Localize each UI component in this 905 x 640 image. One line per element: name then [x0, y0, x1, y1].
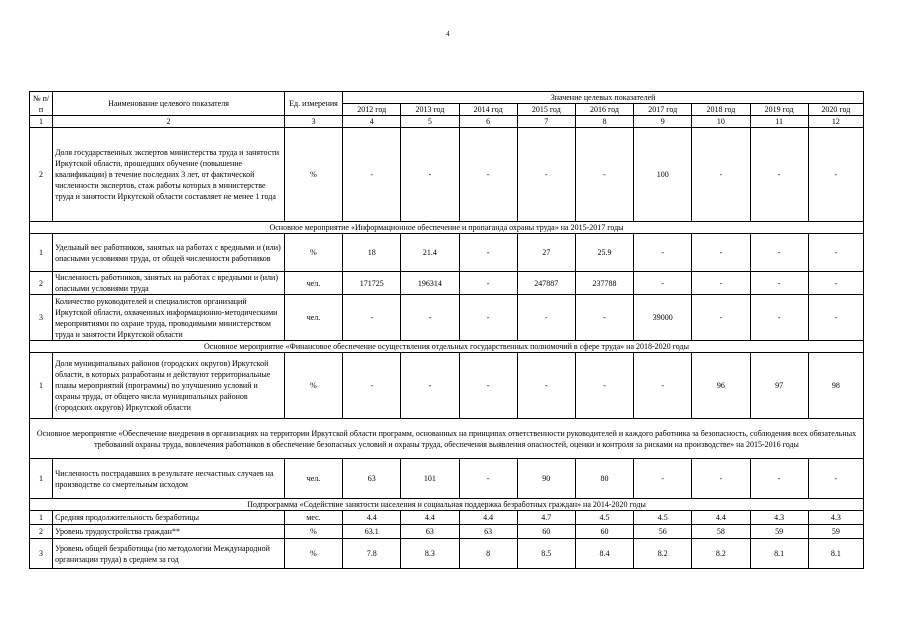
value-cell: 60 — [575, 525, 633, 539]
column-number: 9 — [634, 116, 692, 128]
value-cell: - — [634, 272, 692, 295]
row-number: 2 — [30, 272, 53, 295]
indicator-name: Доля государственных экспертов министерства труда и занятости Иркутской области, прошедших обучение (повышение квалификации) в течение последних 3 лет, от фактической численности экспертов, стаж работы которых в министерстве труда и занятости Иркутской области составляет не менее 1 года — [53, 128, 285, 222]
indicator-name: Удельный вес работников, занятых на работах с вредными и (или) опасными условиями труда, от общей численности работников — [53, 234, 285, 272]
column-number: 2 — [53, 116, 285, 128]
indicator-name: Количество руководителей и специалистов организаций Иркутской области, охваченных информационно-методическими мероприятиями по охране труда, проводимыми министерством труда и занятости Иркутской области — [53, 295, 285, 341]
target-indicators-table — [29, 91, 864, 569]
value-cell: - — [575, 295, 633, 341]
value-cell: - — [517, 295, 575, 341]
value-cell: - — [343, 128, 401, 222]
value-cell: - — [517, 128, 575, 222]
column-number: 11 — [750, 116, 808, 128]
year-header: 2013 год — [401, 104, 459, 116]
value-cell: 7.8 — [343, 539, 401, 569]
value-cell: - — [750, 128, 808, 222]
year-header: 2012 год — [343, 104, 401, 116]
indicator-name: Доля муниципальных районов (городских округов) Иркутской области, в которых разработаны и действуют территориальные планы мероприятий (программы) по улучшению условий и охраны труда, от общего числа муниципальных районов (городских округов) Иркутской области — [53, 353, 285, 419]
value-cell: - — [634, 353, 692, 419]
row-number: 1 — [30, 234, 53, 272]
unit-cell: чел. — [284, 295, 342, 341]
table-row — [30, 511, 864, 525]
value-cell: - — [692, 234, 750, 272]
year-header: 2020 год — [808, 104, 863, 116]
value-cell: 8.1 — [808, 539, 863, 569]
value-cell: - — [634, 459, 692, 499]
row-number: 3 — [30, 295, 53, 341]
value-cell: 4.4 — [459, 511, 517, 525]
unit-cell: % — [284, 128, 342, 222]
value-cell: 25.9 — [575, 234, 633, 272]
value-cell: 63 — [459, 525, 517, 539]
header-values-group: Значение целевых показателей — [343, 92, 864, 104]
indicator-name: Численность пострадавших в результате несчастных случаев на производстве со смертельным исходом — [53, 459, 285, 499]
table-row — [30, 525, 864, 539]
value-cell: 8 — [459, 539, 517, 569]
value-cell: - — [459, 353, 517, 419]
section-title: Основное мероприятие «Информационное обеспечение и пропаганда охраны труда» на 2015-2017 годы — [30, 222, 864, 234]
value-cell: 8.2 — [692, 539, 750, 569]
value-cell: 90 — [517, 459, 575, 499]
table-row — [30, 295, 864, 341]
section-title: Основное мероприятие «Финансовое обеспечение осуществления отдельных государственных полномочий в сфере труда» на 2018-2020 годы — [30, 341, 864, 353]
page-number: 4 — [446, 30, 450, 38]
value-cell: - — [750, 459, 808, 499]
header-unit: Ед. измерения — [284, 92, 342, 116]
value-cell: 8.1 — [750, 539, 808, 569]
section-row — [30, 222, 864, 234]
value-cell: 100 — [634, 128, 692, 222]
value-cell: - — [808, 234, 863, 272]
value-cell: - — [401, 295, 459, 341]
value-cell: 63.1 — [343, 525, 401, 539]
year-header: 2015 год — [517, 104, 575, 116]
value-cell: - — [575, 353, 633, 419]
value-cell: 196314 — [401, 272, 459, 295]
value-cell: 8.3 — [401, 539, 459, 569]
value-cell: - — [808, 295, 863, 341]
section-title: Подпрограмма «Содействие занятости населения и социальная поддержка безработных граждан» на 2014-2020 годы — [30, 499, 864, 511]
value-cell: 39000 — [634, 295, 692, 341]
value-cell: 4.3 — [808, 511, 863, 525]
value-cell: 63 — [401, 525, 459, 539]
unit-cell: чел. — [284, 459, 342, 499]
column-number: 7 — [517, 116, 575, 128]
value-cell: - — [692, 272, 750, 295]
value-cell: 237788 — [575, 272, 633, 295]
value-cell: - — [692, 128, 750, 222]
year-header: 2014 год — [459, 104, 517, 116]
value-cell: - — [634, 234, 692, 272]
value-cell: 247887 — [517, 272, 575, 295]
value-cell: 21.4 — [401, 234, 459, 272]
value-cell: 96 — [692, 353, 750, 419]
year-header: 2017 год — [634, 104, 692, 116]
value-cell: - — [343, 295, 401, 341]
value-cell: 4.4 — [343, 511, 401, 525]
value-cell: 27 — [517, 234, 575, 272]
value-cell: - — [459, 234, 517, 272]
value-cell: - — [401, 128, 459, 222]
value-cell: 171725 — [343, 272, 401, 295]
value-cell: - — [750, 295, 808, 341]
column-number: 1 — [30, 116, 53, 128]
table-row — [30, 459, 864, 499]
value-cell: 59 — [808, 525, 863, 539]
value-cell: - — [750, 234, 808, 272]
value-cell: 4.3 — [750, 511, 808, 525]
unit-cell: % — [284, 525, 342, 539]
value-cell: - — [517, 353, 575, 419]
indicator-name: Уровень общей безработицы (по методологии Международной организации труда) в среднем за год — [53, 539, 285, 569]
value-cell: - — [808, 272, 863, 295]
column-number: 6 — [459, 116, 517, 128]
value-cell: - — [692, 295, 750, 341]
column-number: 10 — [692, 116, 750, 128]
value-cell: 8.2 — [634, 539, 692, 569]
value-cell: 8.4 — [575, 539, 633, 569]
table-row — [30, 353, 864, 419]
value-cell: 4.7 — [517, 511, 575, 525]
value-cell: 18 — [343, 234, 401, 272]
value-cell: 4.4 — [692, 511, 750, 525]
value-cell: 63 — [343, 459, 401, 499]
value-cell: - — [750, 272, 808, 295]
value-cell: 60 — [517, 525, 575, 539]
table-row — [30, 128, 864, 222]
value-cell: 8.5 — [517, 539, 575, 569]
row-number: 3 — [30, 539, 53, 569]
unit-cell: мес. — [284, 511, 342, 525]
column-number: 5 — [401, 116, 459, 128]
table-row — [30, 272, 864, 295]
unit-cell: % — [284, 234, 342, 272]
header-name: Наименование целевого показателя — [53, 92, 285, 116]
column-number: 12 — [808, 116, 863, 128]
section-row — [30, 499, 864, 511]
row-number: 1 — [30, 353, 53, 419]
section-row — [30, 341, 864, 353]
section-title: Основное мероприятие «Обеспечение внедрения в организациях на территории Иркутской области программ, основанных на принципах ответственности руководителей и каждого работника за безопасность, соблюдения всех обязательных требований охраны труда, вовлечения работников в обеспечение безопасных условий и охраны труда, обеспечения выявления опасностей, оценки и контроля за рисками на производстве» на 2015-2016 годы — [30, 419, 864, 459]
value-cell: 101 — [401, 459, 459, 499]
table-row — [30, 539, 864, 569]
year-header: 2019 год — [750, 104, 808, 116]
column-number: 8 — [575, 116, 633, 128]
year-header: 2016 год — [575, 104, 633, 116]
value-cell: 80 — [575, 459, 633, 499]
value-cell: - — [808, 128, 863, 222]
value-cell: 98 — [808, 353, 863, 419]
value-cell: - — [459, 272, 517, 295]
column-number: 3 — [284, 116, 342, 128]
value-cell: - — [401, 353, 459, 419]
table-row — [30, 234, 864, 272]
value-cell: 4.4 — [401, 511, 459, 525]
indicator-name: Уровень трудоустройства граждан** — [53, 525, 285, 539]
value-cell: - — [808, 459, 863, 499]
value-cell: 56 — [634, 525, 692, 539]
row-number: 2 — [30, 128, 53, 222]
value-cell: - — [459, 128, 517, 222]
indicator-name: Численность работников, занятых на работах с вредными и (или) опасными условиями труда — [53, 272, 285, 295]
unit-cell: % — [284, 539, 342, 569]
value-cell: - — [575, 128, 633, 222]
header-num: № п/п — [30, 92, 53, 116]
unit-cell: % — [284, 353, 342, 419]
value-cell: 4.5 — [575, 511, 633, 525]
value-cell: 97 — [750, 353, 808, 419]
value-cell: - — [343, 353, 401, 419]
row-number: 1 — [30, 459, 53, 499]
value-cell: 4.5 — [634, 511, 692, 525]
section-row — [30, 419, 864, 459]
column-number: 4 — [343, 116, 401, 128]
unit-cell: чел. — [284, 272, 342, 295]
year-header: 2018 год — [692, 104, 750, 116]
row-number: 1 — [30, 511, 53, 525]
row-number: 2 — [30, 525, 53, 539]
value-cell: - — [459, 295, 517, 341]
indicator-name: Средняя продолжительность безработицы — [53, 511, 285, 525]
value-cell: 59 — [750, 525, 808, 539]
value-cell: - — [459, 459, 517, 499]
value-cell: - — [692, 459, 750, 499]
value-cell: 58 — [692, 525, 750, 539]
